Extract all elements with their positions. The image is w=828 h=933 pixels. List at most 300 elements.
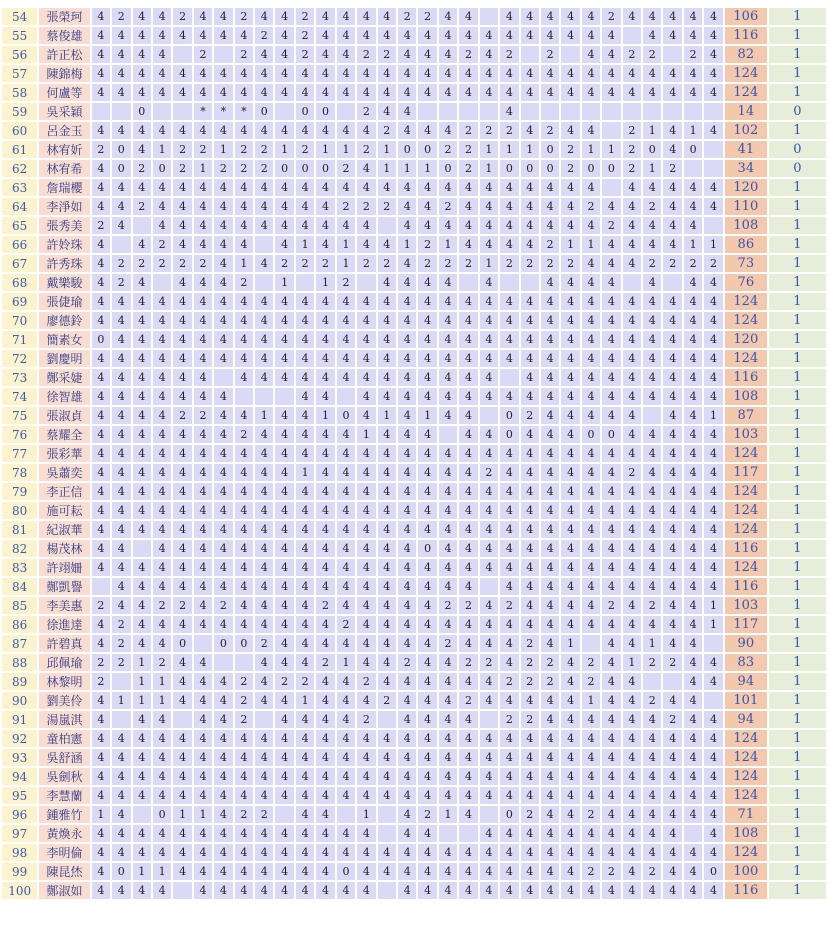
answer-cell: 4 <box>316 673 334 690</box>
answer-cell: 4 <box>459 84 477 101</box>
answer-cell: 4 <box>235 844 253 861</box>
table-row <box>2 825 826 842</box>
answer-cell: 4 <box>214 749 232 766</box>
answer-cell: 4 <box>704 369 722 386</box>
answer-cell: 4 <box>500 464 518 481</box>
answer-cell: 4 <box>398 806 416 823</box>
answer-cell: 4 <box>561 65 579 82</box>
answer-cell: 2 <box>255 635 273 652</box>
answer-cell: 2 <box>582 806 600 823</box>
answer-cell: 4 <box>643 806 661 823</box>
answer-cell: 1 <box>521 141 539 158</box>
answer-cell: 4 <box>378 274 396 291</box>
answer-cell: 4 <box>561 464 579 481</box>
answer-cell: 4 <box>357 65 375 82</box>
answer-cell: 4 <box>357 825 375 842</box>
answer-cell: 4 <box>275 578 293 595</box>
answer-cell: 4 <box>337 217 355 234</box>
answer-cell: 4 <box>541 787 559 804</box>
answer-cell: 4 <box>214 692 232 709</box>
answer-cell: 4 <box>296 369 314 386</box>
answer-cell: 4 <box>255 654 273 671</box>
answer-cell: 4 <box>480 825 498 842</box>
answer-cell: 4 <box>214 787 232 804</box>
answer-cell: 4 <box>214 464 232 481</box>
answer-cell: 4 <box>643 350 661 367</box>
answer-cell: 4 <box>602 274 620 291</box>
answer-cell: 4 <box>561 673 579 690</box>
answer-cell: 2 <box>459 597 477 614</box>
answer-cell: 4 <box>378 521 396 538</box>
answer-cell: 4 <box>459 882 477 899</box>
answer-cell: 2 <box>439 198 457 215</box>
answer-cell: 2 <box>112 654 130 671</box>
answer-cell: 4 <box>357 597 375 614</box>
answer-cell: 4 <box>561 502 579 519</box>
answer-cell: 4 <box>480 426 498 443</box>
answer-cell: 4 <box>112 730 130 747</box>
answer-cell: 4 <box>623 863 641 880</box>
answer-cell: 4 <box>480 388 498 405</box>
total-score-cell: 86 <box>725 236 767 253</box>
answer-cell: 4 <box>500 27 518 44</box>
answer-cell: 4 <box>337 84 355 101</box>
answer-cell: 4 <box>541 502 559 519</box>
answer-cell: 4 <box>561 806 579 823</box>
answer-cell: 4 <box>480 217 498 234</box>
answer-cell: 1 <box>623 654 641 671</box>
answer-cell: 4 <box>316 559 334 576</box>
pass-flag-cell: 1 <box>769 749 826 766</box>
answer-cell: 4 <box>704 578 722 595</box>
answer-cell: 4 <box>561 217 579 234</box>
answer-cell: 4 <box>357 483 375 500</box>
answer-cell: 4 <box>439 578 457 595</box>
answer-cell: 4 <box>214 274 232 291</box>
answer-cell: 4 <box>418 27 436 44</box>
answer-cell: 2 <box>378 255 396 272</box>
table-row <box>2 122 826 139</box>
answer-cell: 4 <box>500 559 518 576</box>
answer-cell: 4 <box>623 502 641 519</box>
answer-cell: 4 <box>439 8 457 25</box>
answer-cell: 4 <box>398 559 416 576</box>
answer-cell: 4 <box>214 578 232 595</box>
answer-cell: 4 <box>92 768 110 785</box>
answer-cell: 0 <box>398 141 416 158</box>
answer-cell: 4 <box>663 502 681 519</box>
answer-cell: 4 <box>663 8 681 25</box>
answer-cell: 4 <box>459 483 477 500</box>
answer-cell: 4 <box>398 217 416 234</box>
answer-cell: 4 <box>602 616 620 633</box>
answer-cell: 4 <box>112 46 130 63</box>
answer-cell: 4 <box>275 293 293 310</box>
answer-cell: 4 <box>398 407 416 424</box>
answer-cell: 4 <box>459 863 477 880</box>
answer-cell: 4 <box>418 844 436 861</box>
answer-cell: 4 <box>663 122 681 139</box>
answer-cell: 2 <box>357 141 375 158</box>
answer-cell: 4 <box>214 217 232 234</box>
answer-cell: 4 <box>561 692 579 709</box>
answer-cell: 2 <box>337 198 355 215</box>
answer-cell: 4 <box>541 597 559 614</box>
table-row <box>2 654 826 671</box>
answer-cell: 4 <box>275 464 293 481</box>
answer-cell: 4 <box>623 616 641 633</box>
answer-cell: 4 <box>275 787 293 804</box>
answer-cell: 4 <box>602 825 620 842</box>
answer-cell: 4 <box>704 730 722 747</box>
student-name-cell: 李美惠 <box>39 597 89 614</box>
answer-cell: 4 <box>337 749 355 766</box>
answer-cell: 4 <box>378 293 396 310</box>
answer-cell: 2 <box>235 426 253 443</box>
pass-flag-cell: 1 <box>769 844 826 861</box>
answer-cell: 2 <box>357 673 375 690</box>
student-name-cell: 簡素女 <box>39 331 89 348</box>
answer-cell: 4 <box>112 825 130 842</box>
answer-cell: 4 <box>316 27 334 44</box>
answer-cell: 0 <box>255 103 273 120</box>
answer-cell: 2 <box>357 198 375 215</box>
answer-cell: 4 <box>561 27 579 44</box>
answer-cell: 4 <box>398 692 416 709</box>
student-name-cell: 鍾雅竹 <box>39 806 89 823</box>
answer-cell: 4 <box>500 312 518 329</box>
answer-cell: 4 <box>378 502 396 519</box>
answer-cell: 4 <box>582 84 600 101</box>
answer-cell: 4 <box>439 27 457 44</box>
answer-cell: 2 <box>643 198 661 215</box>
answer-cell: 4 <box>521 445 539 462</box>
answer-cell: 2 <box>173 255 191 272</box>
pass-flag-cell: 1 <box>769 122 826 139</box>
answer-cell: 4 <box>704 84 722 101</box>
answer-cell: 4 <box>398 388 416 405</box>
answer-cell: 4 <box>541 331 559 348</box>
answer-cell: 4 <box>112 388 130 405</box>
answer-cell: 4 <box>337 445 355 462</box>
answer-cell: 4 <box>378 768 396 785</box>
answer-cell: 4 <box>112 521 130 538</box>
answer-cell: 4 <box>582 445 600 462</box>
answer-cell: 2 <box>418 806 436 823</box>
answer-cell: 1 <box>255 407 273 424</box>
answer-cell: 4 <box>643 445 661 462</box>
total-score-cell: 124 <box>725 730 767 747</box>
answer-cell: 4 <box>623 825 641 842</box>
pass-flag-cell: 1 <box>769 179 826 196</box>
answer-cell: 4 <box>439 711 457 728</box>
answer-cell: 1 <box>704 236 722 253</box>
answer-cell: 4 <box>398 274 416 291</box>
total-score-cell: 108 <box>725 217 767 234</box>
answer-cell: 4 <box>337 692 355 709</box>
answer-cell: 4 <box>521 236 539 253</box>
row-number-cell: 66 <box>2 236 37 253</box>
answer-cell: 4 <box>255 217 273 234</box>
answer-cell: 1 <box>337 255 355 272</box>
pass-flag-cell: 1 <box>769 730 826 747</box>
answer-cell: 4 <box>439 407 457 424</box>
answer-cell: 4 <box>480 483 498 500</box>
pass-flag-cell: 1 <box>769 198 826 215</box>
answer-cell: 2 <box>418 255 436 272</box>
table-row <box>2 179 826 196</box>
answer-cell: 4 <box>623 65 641 82</box>
answer-cell: 4 <box>418 559 436 576</box>
answer-cell: 4 <box>255 255 273 272</box>
answer-cell: 4 <box>582 825 600 842</box>
answer-cell: 4 <box>173 27 191 44</box>
answer-cell: 4 <box>92 312 110 329</box>
answer-cell: 4 <box>235 122 253 139</box>
answer-cell: 4 <box>296 787 314 804</box>
answer-cell: 4 <box>296 559 314 576</box>
answer-cell: 4 <box>480 198 498 215</box>
answer-cell: 4 <box>194 882 212 899</box>
answer-cell: 1 <box>173 806 191 823</box>
answer-cell: 4 <box>357 502 375 519</box>
answer-cell: 4 <box>418 882 436 899</box>
answer-cell: 4 <box>235 730 253 747</box>
pass-flag-cell: 1 <box>769 578 826 595</box>
table-row <box>2 293 826 310</box>
answer-cell: 4 <box>418 274 436 291</box>
answer-cell: 0 <box>112 863 130 880</box>
answer-cell: 4 <box>112 312 130 329</box>
answer-cell: 4 <box>275 27 293 44</box>
answer-cell: 4 <box>378 445 396 462</box>
answer-cell: 4 <box>316 179 334 196</box>
answer-cell: 2 <box>459 122 477 139</box>
answer-cell: 4 <box>153 388 171 405</box>
answer-cell: 1 <box>92 806 110 823</box>
answer-cell: 4 <box>173 616 191 633</box>
answer-cell: 4 <box>398 293 416 310</box>
answer-cell: 4 <box>275 540 293 557</box>
answer-cell: 4 <box>92 882 110 899</box>
answer-cell: 4 <box>173 483 191 500</box>
answer-cell: 4 <box>357 692 375 709</box>
answer-cell: 4 <box>92 160 110 177</box>
answer-cell: 4 <box>500 198 518 215</box>
table-row <box>2 673 826 690</box>
table-row <box>2 711 826 728</box>
answer-cell: 4 <box>173 730 191 747</box>
answer-cell: 4 <box>337 27 355 44</box>
answer-cell: 4 <box>214 502 232 519</box>
answer-cell: 4 <box>398 616 416 633</box>
answer-cell: 4 <box>153 882 171 899</box>
table-row <box>2 369 826 386</box>
answer-cell: 4 <box>133 768 151 785</box>
answer-cell: 4 <box>459 806 477 823</box>
answer-cell: 4 <box>194 8 212 25</box>
answer-cell: 4 <box>663 293 681 310</box>
answer-cell: 4 <box>602 768 620 785</box>
answer-cell: 4 <box>337 8 355 25</box>
answer-cell: 4 <box>214 426 232 443</box>
answer-cell: 4 <box>459 464 477 481</box>
answer-cell <box>112 236 130 253</box>
pass-flag-cell: 1 <box>769 635 826 652</box>
answer-cell: 4 <box>459 407 477 424</box>
answer-cell <box>418 103 436 120</box>
answer-cell: 4 <box>173 654 191 671</box>
pass-flag-cell: 1 <box>769 312 826 329</box>
answer-cell: 4 <box>602 711 620 728</box>
answer-cell: 4 <box>296 331 314 348</box>
table-row <box>2 730 826 747</box>
answer-cell: 4 <box>623 787 641 804</box>
answer-cell: 4 <box>357 350 375 367</box>
answer-cell: 4 <box>459 293 477 310</box>
answer-cell: 4 <box>459 540 477 557</box>
pass-flag-cell: 1 <box>769 27 826 44</box>
answer-cell: 2 <box>92 141 110 158</box>
answer-cell: 4 <box>623 255 641 272</box>
answer-cell: 4 <box>133 445 151 462</box>
answer-cell: 4 <box>153 217 171 234</box>
answer-cell: 4 <box>235 616 253 633</box>
answer-cell: 4 <box>602 635 620 652</box>
row-number-cell: 82 <box>2 540 37 557</box>
answer-cell: 2 <box>663 654 681 671</box>
student-name-cell: 李正信 <box>39 483 89 500</box>
answer-cell: 4 <box>337 293 355 310</box>
answer-cell: 4 <box>500 236 518 253</box>
answer-cell: 4 <box>153 578 171 595</box>
answer-cell: 4 <box>296 521 314 538</box>
answer-cell: 4 <box>173 84 191 101</box>
answer-cell <box>133 217 151 234</box>
answer-cell: 4 <box>337 559 355 576</box>
answer-cell: 4 <box>480 635 498 652</box>
answer-cell: 4 <box>663 445 681 462</box>
total-score-cell: 90 <box>725 635 767 652</box>
answer-cell: 4 <box>623 540 641 557</box>
answer-cell: 4 <box>500 483 518 500</box>
total-score-cell: 124 <box>725 84 767 101</box>
answer-cell: 4 <box>255 46 273 63</box>
answer-cell: 4 <box>602 882 620 899</box>
answer-cell: 4 <box>92 502 110 519</box>
total-score-cell: 106 <box>725 8 767 25</box>
answer-cell: 4 <box>561 331 579 348</box>
answer-cell: 4 <box>561 388 579 405</box>
answer-cell: 4 <box>337 540 355 557</box>
row-number-cell: 55 <box>2 27 37 44</box>
answer-cell: 4 <box>255 540 273 557</box>
answer-cell <box>337 103 355 120</box>
answer-cell: 4 <box>439 616 457 633</box>
answer-cell: 4 <box>235 217 253 234</box>
answer-cell: 4 <box>357 445 375 462</box>
answer-cell: 4 <box>561 597 579 614</box>
answer-cell: 4 <box>173 426 191 443</box>
answer-cell: 4 <box>541 692 559 709</box>
answer-cell: 1 <box>214 141 232 158</box>
answer-cell: 4 <box>418 293 436 310</box>
row-number-cell: 96 <box>2 806 37 823</box>
answer-cell: 4 <box>704 825 722 842</box>
answer-cell: 4 <box>480 559 498 576</box>
answer-cell: 4 <box>480 65 498 82</box>
answer-cell: 2 <box>582 198 600 215</box>
answer-cell: 4 <box>357 559 375 576</box>
answer-cell: 4 <box>459 768 477 785</box>
answer-cell: 4 <box>602 559 620 576</box>
answer-cell: 2 <box>173 8 191 25</box>
answer-cell: 4 <box>602 521 620 538</box>
answer-cell: 4 <box>623 84 641 101</box>
answer-cell: 4 <box>316 198 334 215</box>
answer-cell <box>602 122 620 139</box>
answer-cell: 4 <box>561 483 579 500</box>
answer-cell: 4 <box>398 27 416 44</box>
answer-cell <box>459 825 477 842</box>
student-name-cell: 李淨如 <box>39 198 89 215</box>
answer-cell: 4 <box>337 673 355 690</box>
pass-flag-cell: 1 <box>769 8 826 25</box>
answer-cell: * <box>235 103 253 120</box>
table-row <box>2 635 826 652</box>
answer-cell: 4 <box>704 711 722 728</box>
answer-cell: 4 <box>153 46 171 63</box>
answer-cell: 4 <box>480 673 498 690</box>
answer-cell: 4 <box>92 426 110 443</box>
answer-cell: 4 <box>521 217 539 234</box>
answer-cell: 4 <box>235 464 253 481</box>
answer-cell: 4 <box>439 350 457 367</box>
answer-cell: 4 <box>316 730 334 747</box>
answer-cell: 4 <box>92 692 110 709</box>
answer-cell: 4 <box>561 654 579 671</box>
table-row <box>2 483 826 500</box>
answer-cell: 4 <box>133 369 151 386</box>
answer-cell: 4 <box>316 8 334 25</box>
total-score-cell: 101 <box>725 692 767 709</box>
table-row <box>2 217 826 234</box>
row-number-cell: 81 <box>2 521 37 538</box>
answer-cell: 4 <box>235 863 253 880</box>
answer-cell: 4 <box>337 46 355 63</box>
answer-cell: 4 <box>337 711 355 728</box>
student-name-cell: 許姈珠 <box>39 236 89 253</box>
answer-cell: 4 <box>561 521 579 538</box>
answer-cell: 4 <box>418 46 436 63</box>
answer-cell: 4 <box>194 559 212 576</box>
answer-cell: 4 <box>194 179 212 196</box>
pass-flag-cell: 0 <box>769 103 826 120</box>
total-score-cell: 124 <box>725 293 767 310</box>
answer-cell: 4 <box>92 8 110 25</box>
answer-cell: 4 <box>561 122 579 139</box>
answer-cell <box>500 274 518 291</box>
answer-cell: 4 <box>337 844 355 861</box>
answer-cell: 4 <box>316 122 334 139</box>
answer-cell: 4 <box>459 350 477 367</box>
answer-cell: 2 <box>602 597 620 614</box>
answer-cell: 2 <box>561 160 579 177</box>
answer-cell <box>582 635 600 652</box>
answer-cell: 4 <box>623 882 641 899</box>
answer-cell: 4 <box>357 217 375 234</box>
answer-cell: 4 <box>173 65 191 82</box>
